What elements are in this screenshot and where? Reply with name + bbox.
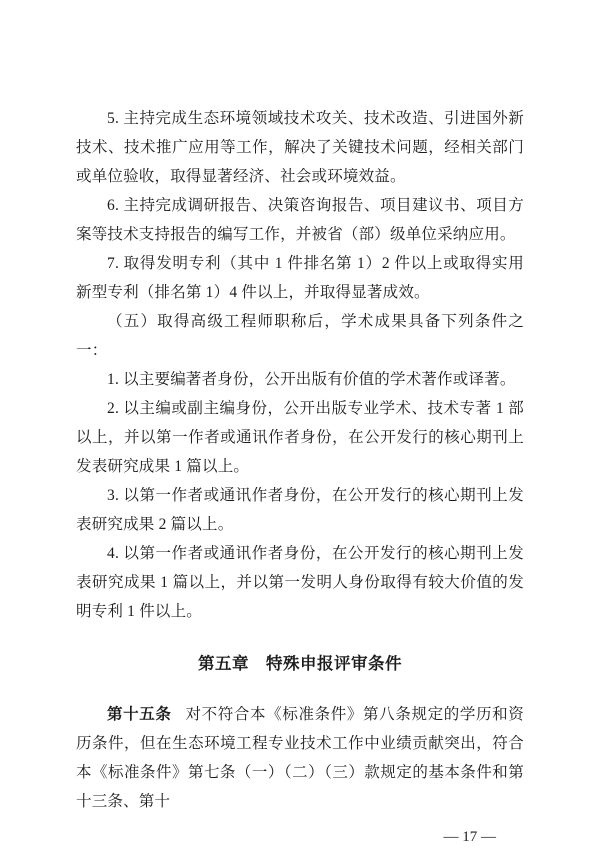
- article-15-paragraph: [76, 700, 524, 816]
- paragraph-item-5: 5. 主持完成生态环境领域技术攻关、技术改造、引进国外新技术、技术推广应用等工作，解决了关键技术问题，经相关部门或单位验收，取得显著经济、社会或环境效益。: [76, 110, 524, 185]
- paragraph-subitem-3: 3. 以第一作者或通讯作者身份，在公开发行的核心期刊上发表研究成果 2 篇以上。: [76, 487, 524, 533]
- paragraph-subitem-1: 1. 以主要编著者身份，公开出版有价值的学术著作或译著。: [107, 371, 516, 388]
- paragraph-subitem-2: 2. 以主编或副主编身份，公开出版专业学术、技术专著 1 部以上，并以第一作者或通讯作者身份，在公开发行的核心期刊上发表研究成果 1 篇以上。: [76, 400, 524, 475]
- page-number: — 17 —: [443, 829, 496, 845]
- paragraph-item-7: 7. 取得发明专利（其中 1 件排名第 1）2 件以上或取得实用新型专利（排名第 1）4 件以上，并取得显著成效。: [76, 255, 524, 301]
- paragraph-subitem-4: 4. 以第一作者或通讯作者身份，在公开发行的核心期刊上发表研究成果 1 篇以上，并以第一发明人身份取得有较大价值的发明专利 1 件以上。: [76, 545, 524, 620]
- chapter-heading: 第五章 特殊申报评审条件: [198, 654, 402, 673]
- article-number: 第十五条: [107, 706, 172, 723]
- article-text: 对不符合本《标准条件》第八条规定的学历和资历条件，但在生态环境工程专业技术工作中业绩贡献突出，符合本《标准条件》第七条（一）（二）（三）款规定的基本条件和第十三条、第十: [76, 706, 524, 810]
- paragraph-subsection-5: （五）取得高级工程师职称后，学术成果具备下列条件之一：: [76, 313, 524, 359]
- paragraph-item-6: 6. 主持完成调研报告、决策咨询报告、项目建议书、项目方案等技术支持报告的编写工作，并被省（部）级单位采纳应用。: [76, 197, 524, 243]
